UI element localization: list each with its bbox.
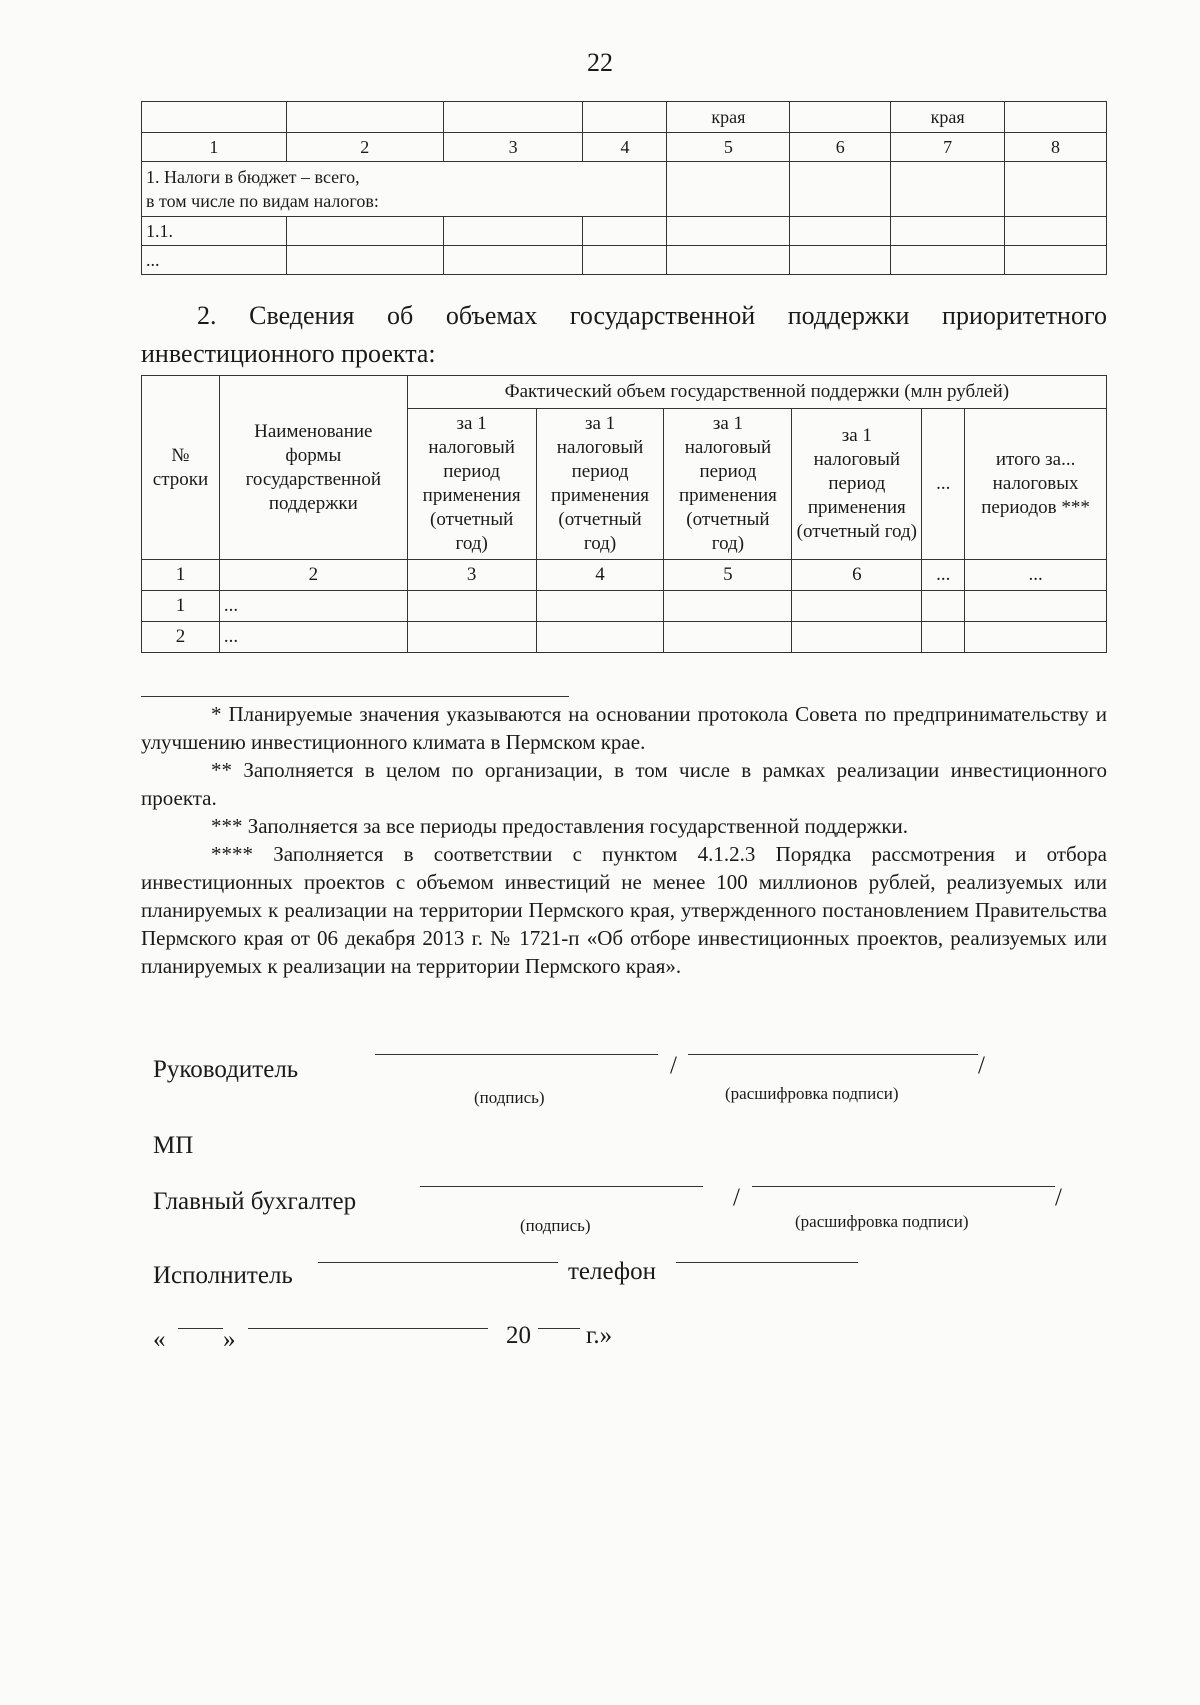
table-row [142, 246, 1107, 275]
table1-header-cell: края [891, 102, 1005, 133]
footnote: ** Заполняется в целом по организации, в том числе в рамках реализации инвестиционного проекта. [141, 758, 1107, 810]
year-suffix: г.» [586, 1322, 613, 1349]
phone-line[interactable] [676, 1262, 858, 1263]
section-2-heading: 2. Сведения об объемах государственной поддержки приоритетного инвестиционного проекта: [141, 301, 1107, 368]
slash: / [978, 1052, 985, 1079]
table2-colnum: 2 [219, 560, 407, 591]
table1-colnum: 4 [583, 133, 667, 162]
table-row [142, 591, 1107, 622]
table2-colnum: ... [922, 560, 965, 591]
table2-colnum: 6 [792, 560, 922, 591]
director-label: Руководитель [153, 1056, 299, 1083]
year-prefix: 20 [506, 1322, 531, 1349]
row-label: ... [142, 246, 287, 275]
director-signature-line[interactable] [375, 1054, 658, 1055]
period-header: за 1 налоговый период применения (отчетный год) [536, 409, 664, 560]
table1-header-cell [286, 102, 443, 133]
director-decode-line[interactable] [688, 1054, 978, 1055]
table1-column-numbers [142, 133, 1107, 162]
table1-colnum: 6 [790, 133, 891, 162]
decode-caption: (расшифровка подписи) [795, 1212, 969, 1231]
taxes-table [141, 101, 1107, 275]
table1-header-cell [583, 102, 667, 133]
date-close-quote: » [223, 1326, 236, 1353]
tax-total-label: 1. Налоги в бюджет – всего, в том числе по видам налогов: [142, 162, 667, 217]
table-row [142, 162, 1107, 217]
footnote-separator [141, 696, 569, 697]
table1-colnum: 5 [667, 133, 790, 162]
table1-header-cell [1005, 102, 1107, 133]
date-open-quote: « [153, 1326, 166, 1353]
date-day-line[interactable] [178, 1328, 223, 1329]
footnote: **** Заполняется в соответствии с пунктом 4.1.2.3 Порядка рассмотрения и отбора инвестиционных проектов с объемом инвестиций не менее 100 миллионов рублей, реализуемых или планируемых к реализации на территории Пермского края, утвержденного постановлением Правительства Пермского края от 06 декабря 2013 г. № 1721-п «Об отборе инвестиционных проектов, реализуемых или планируемых к реализации на территории Пермского края». [141, 842, 1107, 978]
signature-caption: (подпись) [520, 1216, 591, 1235]
table1-colnum: 8 [1005, 133, 1107, 162]
state-support-table [141, 375, 1107, 653]
table1-header-cell [142, 102, 287, 133]
executor-line[interactable] [318, 1262, 558, 1263]
table2-colnum: ... [965, 560, 1107, 591]
period-header: за 1 налоговый период применения (отчетный год) [407, 409, 536, 560]
table2-colnum: 5 [664, 560, 792, 591]
chief-accountant-label: Главный бухгалтер [153, 1188, 357, 1215]
table2-colnum: 3 [407, 560, 536, 591]
actual-volume-header: Фактический объем государственной поддержки (млн рублей) [407, 376, 1106, 409]
col-row-no-header: № строки [142, 376, 220, 560]
executor-label: Исполнитель [153, 1262, 293, 1289]
date-month-line[interactable] [248, 1328, 488, 1329]
table1-header-row [142, 102, 1107, 133]
page-number: 22 [587, 48, 613, 77]
accountant-decode-line[interactable] [752, 1186, 1055, 1187]
period-header: за 1 налоговый период применения (отчетный год) [792, 409, 922, 560]
table1-colnum: 2 [286, 133, 443, 162]
table1-header-cell [443, 102, 583, 133]
row-label: ... [219, 622, 407, 653]
table-row [142, 622, 1107, 653]
col-form-header: Наименование формы государственной поддержки [219, 376, 407, 560]
table1-header-cell: края [667, 102, 790, 133]
total-header: итого за... налоговых периодов *** [965, 409, 1107, 560]
period-header: за 1 налоговый период применения (отчетный год) [664, 409, 792, 560]
table2-colnum: 1 [142, 560, 220, 591]
row-label: ... [219, 591, 407, 622]
footnote: * Планируемые значения указываются на основании протокола Совета по предпринимательству и улучшению инвестиционного климата в Пермском крае. [141, 702, 1107, 754]
table1-colnum: 1 [142, 133, 287, 162]
table1-colnum: 3 [443, 133, 583, 162]
slash: / [733, 1184, 740, 1211]
row-number: 1 [142, 591, 220, 622]
table-row [142, 217, 1107, 246]
table2-colnum: 4 [536, 560, 664, 591]
date-year-line[interactable] [538, 1328, 580, 1329]
row-number: 2 [142, 622, 220, 653]
decode-caption: (расшифровка подписи) [725, 1084, 899, 1103]
table1-header-cell [790, 102, 891, 133]
slash: / [1055, 1184, 1062, 1211]
table2-column-numbers [142, 560, 1107, 591]
footnotes [141, 700, 1107, 980]
table1-colnum: 7 [891, 133, 1005, 162]
row-label: 1.1. [142, 217, 287, 246]
slash: / [670, 1052, 677, 1079]
stamp-label: МП [153, 1132, 194, 1159]
accountant-signature-line[interactable] [420, 1186, 703, 1187]
signature-caption: (подпись) [474, 1088, 545, 1107]
phone-label: телефон [568, 1258, 656, 1285]
ellipsis-header: ... [922, 409, 965, 560]
footnote: *** Заполняется за все периоды предоставления государственной поддержки. [211, 814, 909, 838]
